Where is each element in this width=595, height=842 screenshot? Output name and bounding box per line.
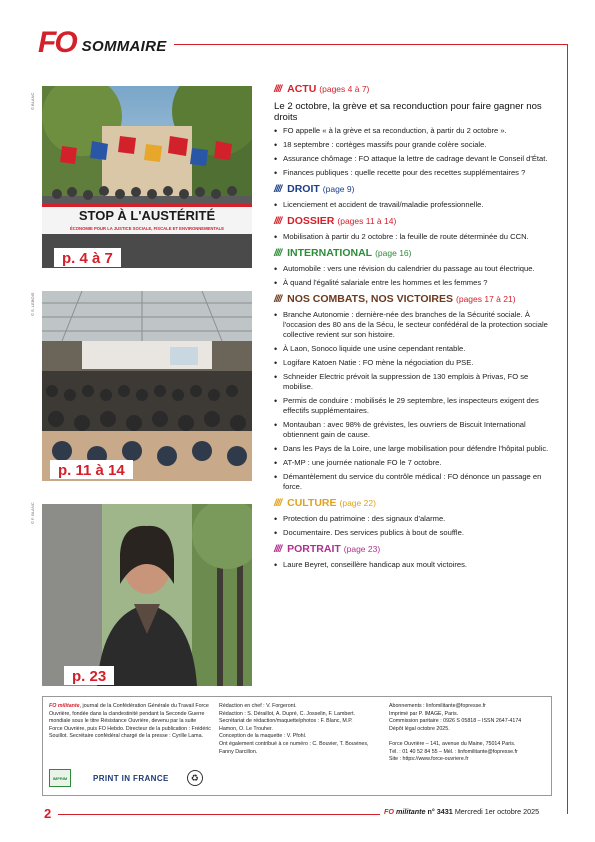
list-item: • FO appelle « à la grève et sa reconduction, à partir du 2 octobre ». [274, 126, 550, 136]
list-item: • Démantèlement du service du contrôle médical : FO dénonce un passage en force. [274, 472, 550, 492]
list-item: • AT-MP : une journée nationale FO le 7 octobre. [274, 458, 550, 468]
masthead-col-1 [49, 703, 211, 741]
banner-subtext: ÉCONOMIE POUR LA JUSTICE SOCIALE, FISCALE ET ENVIRONNEMENTALE [69, 226, 225, 231]
masthead-col-3: Abonnements : linfomilitante@fopresse.fr Imprimé par P. IMAGE, Paris. Commission paritaire : 0926 S 05818 – ISSN 2647-4174 Dépôt légal octobre 2025. Force Ouvrière – 141, avenue du Maine, 75014 Paris. Tél. : 01 40 52 84 55 – Mél. : linfomilitante@fopresse.fr Site : https://www.force-ouvriere.fr [389, 703, 522, 763]
footer-rule [58, 814, 380, 815]
page-title: SOMMAIRE [81, 37, 167, 55]
section-pages: (page 23) [343, 544, 381, 554]
section-pages: (page 9) [322, 184, 355, 194]
header-rule [174, 44, 568, 45]
fo-logo: FO [38, 26, 76, 59]
photo-credit-2: © S. LEBOIS [30, 292, 35, 316]
section-title: CULTURE [287, 497, 337, 509]
list-item: • Protection du patrimoine : des signaux d'alarme. [274, 514, 550, 524]
right-rule [567, 44, 568, 814]
section-title: NOS COMBATS, NOS VICTOIRES [287, 293, 454, 305]
section-heading[interactable] [274, 292, 550, 307]
list-item: • 18 septembre : cortèges massifs pour grande colère sociale. [274, 140, 550, 150]
masthead-col-2: Rédaction en chef : V. Forgeront. Rédaction : S. Déraillot, A. Dupré, C. Josselin, F. Lambert. Secrétariat de rédaction/maquette/photos : F. Blanc, M.P. Hamon, O. Le Trouher. Conception de la maquette : V. Pfohl. Ont également contribué à ce numéro : C. Bouvier, T. Bouvines, Fanny Darcillon. [219, 703, 369, 755]
photo-demonstration [42, 86, 252, 268]
list-item: • Laure Beyret, conseillère handicap aux moult victoires. [274, 560, 550, 570]
section-heading[interactable] [274, 214, 550, 229]
section-pages: (pages 4 à 7) [319, 84, 370, 94]
list-item: • Mobilisation à partir du 2 octobre : la feuille de route déterminée du CCN. [274, 232, 550, 242]
list-item: • Permis de conduire : mobilisés le 29 septembre, les inspecteurs exigent des effectifs supplémentaires. [274, 396, 550, 416]
section-pages: (pages 11 à 14) [337, 216, 397, 226]
issue-number: n° 3431 [427, 807, 453, 816]
page-label-portrait: p. 23 [64, 666, 114, 685]
section-combats [274, 292, 550, 492]
page-header [38, 26, 167, 60]
list-item: • À Laon, Sonoco liquide une usine cependant rentable. [274, 344, 550, 354]
issue-date: Mercredi 1er octobre 2025 [454, 807, 540, 816]
slashes-icon: //// [274, 216, 282, 227]
list-item: • Branche Autonomie : dernière-née des branches de la Sécurité sociale. À l'occasion des 80 ans de la Sécu, le secteur confédéral de la protection sociale collective revient sur son histoire. [274, 310, 550, 340]
slashes-icon: //// [274, 544, 282, 555]
section-pages: (page 16) [375, 248, 412, 258]
page-label-dossier: p. 11 à 14 [50, 460, 133, 479]
list-item: • Montauban : avec 98% de grévistes, les ouvriers de Biscuit International obtiennent gain de cause. [274, 420, 550, 440]
section-heading[interactable] [274, 496, 550, 511]
section-culture [274, 496, 550, 538]
slashes-icon: //// [274, 498, 282, 509]
section-actu [274, 82, 550, 178]
list-item: • Licenciement et accident de travail/maladie professionnelle. [274, 200, 550, 210]
slashes-icon: //// [274, 84, 282, 95]
list-item: • À quand l'égalité salariale entre les hommes et les femmes ? [274, 278, 550, 288]
section-title: DROIT [287, 183, 320, 195]
section-heading[interactable] [274, 542, 550, 557]
list-item: • Dans les Pays de la Loire, une large mobilisation pour défendre l'hôpital public. [274, 444, 550, 454]
section-international [274, 246, 550, 288]
photo-credit-1: © BLANC [30, 92, 35, 110]
page-number: 2 [44, 806, 52, 821]
print-in-france-logo: PRINT IN FRANCE [93, 773, 169, 783]
section-heading[interactable] [274, 182, 550, 197]
section-title: DOSSIER [287, 215, 335, 227]
masthead-text-1: , journal de la Confédération Générale du Travail Force Ouvrière, fondée dans la clandestinité pendant la Seconde Guerre mondiale sous le titre Résistance Ouvrière, devenu par la suite Force Ouvrière, puis FO Hebdo. Directeur de la publication : Frédéric Souillot. Secrétaire confédéral chargé de la presse : Cyrille Lama. [49, 703, 211, 740]
list-item: • Schneider Electric prévoit la suppression de 130 emplois à Privas, FO se mobilise. [274, 372, 550, 392]
list-item: • Assurance chômage : FO attaque la lettre de cadrage devant le Conseil d'État. [274, 154, 550, 164]
footer-brand: militante [395, 807, 426, 816]
section-dossier [274, 214, 550, 242]
section-portrait [274, 542, 550, 570]
section-heading[interactable] [274, 82, 550, 97]
section-lead: Le 2 octobre, la grève et sa reconduction pour faire gagner nos droits [274, 101, 542, 123]
slashes-icon: //// [274, 248, 282, 259]
photo-credit-3: © F. BLANC [30, 502, 35, 524]
masthead-logos [49, 769, 203, 787]
imprim-vert-logo: IMPRIM [49, 769, 71, 787]
fo-militante-brand: FO militante [49, 703, 80, 709]
list-item: • Logifare Katoen Natie : FO mène la négociation du PSE. [274, 358, 550, 368]
section-title: ACTU [287, 83, 317, 95]
banner-text: STOP À L'AUSTÉRITÉ [78, 208, 216, 223]
section-pages: (pages 17 à 21) [456, 294, 516, 304]
slashes-icon: //// [274, 184, 282, 195]
footer-fo-logo: FO [384, 807, 394, 816]
list-item: • Finances publiques : quelle recette pour des recettes supplémentaires ? [274, 168, 550, 178]
photo-conference [42, 291, 252, 481]
footer-publication [384, 807, 539, 816]
list-item: • Documentaire. Des services publics à bout de souffle. [274, 528, 550, 538]
table-of-contents [274, 82, 550, 574]
page-label-actu: p. 4 à 7 [54, 248, 121, 267]
slashes-icon: //// [274, 294, 282, 305]
section-droit [274, 182, 550, 210]
section-heading[interactable] [274, 246, 550, 261]
section-pages: (page 22) [339, 498, 376, 508]
photo-portrait [42, 504, 252, 686]
masthead-box [42, 696, 552, 796]
section-title: INTERNATIONAL [287, 247, 373, 259]
recycle-icon: ♻ [187, 770, 203, 786]
section-title: PORTRAIT [287, 543, 341, 555]
list-item: • Automobile : vers une révision du calendrier du passage au tout électrique. [274, 264, 550, 274]
